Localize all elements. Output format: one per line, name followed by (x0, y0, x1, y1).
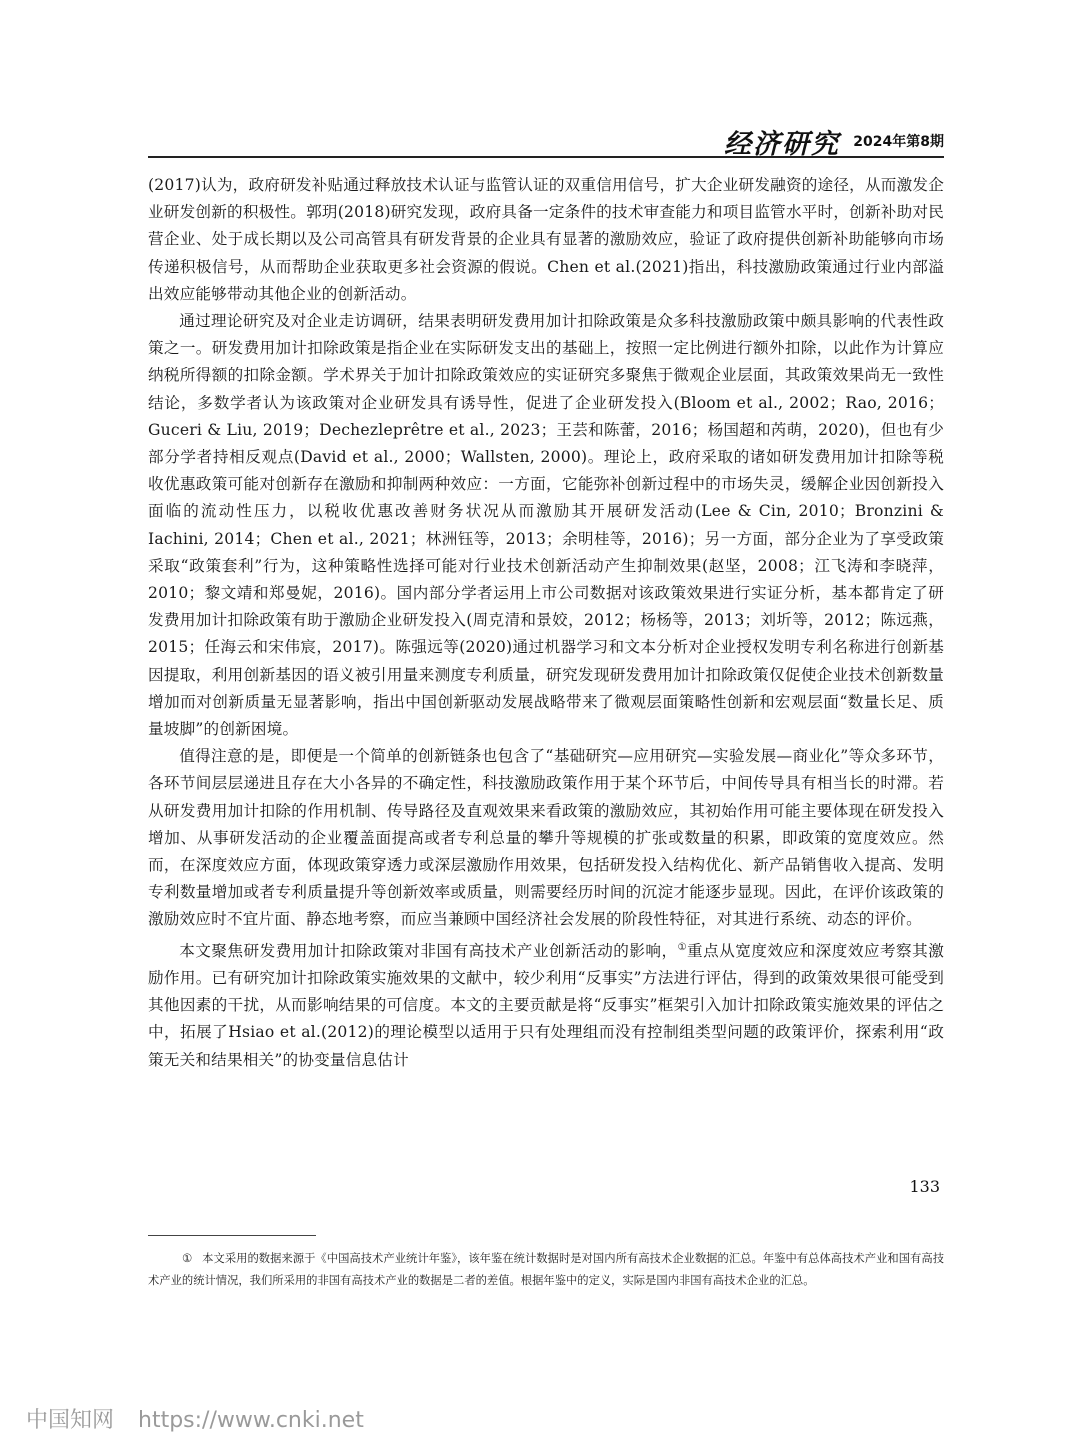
issue-label: 2024年第8期 (853, 134, 944, 150)
footnote-text: 本文采用的数据来源于《中国高技术产业统计年鉴》，该年鉴在统计数据时是对国内所有高技术企业数据的汇总。年鉴中有总体高技术产业和国有高技术产业的统计情况，我们所采用的非国有高技术产业的数据是二者的差值。根据年鉴中的定义，实际是国内非国有高技术企业的汇总。 (148, 1252, 945, 1287)
paragraph-4 (148, 934, 944, 1074)
page-number: 133 (909, 1177, 940, 1196)
footnote-divider (148, 1235, 316, 1236)
footnote-reference[interactable]: ① (677, 941, 688, 953)
journal-logo: 经济研究 (724, 129, 840, 160)
paragraph-3: 值得注意的是，即便是一个简单的创新链条也包含了“基础研究—应用研究—实验发展—商业化”等众多环节，各环节间层层递进且存在大小各异的不确定性，科技激励政策作用于某个环节后，中间传导具有相当长的时滞。若从研发费用加计扣除的作用机制、传导路径及直观效果来看政策的激励效应，其初始作用可能主要体现在研发投入增加、从事研发活动的企业覆盖面提高或者专利总量的攀升等规模的扩张或数量的积累，即政策的宽度效应。然而，在深度效应方面，体现政策穿透力或深层激励作用效果，包括研发投入结构优化、新产品销售收入提高、发明专利数量增加或者专利质量提升等创新效率或质量，则需要经历时间的沉淀才能逐步显现。因此，在评价该政策的激励效应时不宜片面、静态地考察，而应当兼顾中国经济社会发展的阶段性特征，对其进行系统、动态的评价。 (148, 747, 944, 929)
watermark (26, 1403, 364, 1434)
watermark-url: https://www.cnki.net (138, 1408, 364, 1433)
body-text (148, 172, 944, 1074)
running-header (148, 120, 944, 158)
paragraph-4-text-a: 本文聚焦研发费用加计扣除政策对非国有高技术产业创新活动的影响， (179, 941, 678, 960)
paragraph-1: (2017)认为，政府研发补贴通过释放技术认证与监管认证的双重信用信号，扩大企业研发融资的途径，从而激发企业研发创新的积极性。郭玥(2018)研究发现，政府具备一定条件的技术审查能力和项目监管水平时，创新补助对民营企业、处于成长期以及公司高管具有研发背景的企业具有显著的激励效应，验证了政府提供创新补助能够向市场传递积极信号，从而帮助企业获取更多社会资源的假说。Chen et al.(2021)指出，科技激励政策通过行业内部溢出效应能够带动其他企业的创新活动。 (148, 176, 944, 303)
paragraph-4-text-b: 重点从宽度效应和深度效应考察其激励作用。已有研究加计扣除政策实施效果的文献中，较少利用“反事实”方法进行评估，得到的政策效果很可能受到其他因素的干扰，从而影响结果的可信度。本文的主要贡献是将“反事实”框架引入加计扣除政策实施效果的评估之中，拓展了Hsiao et al.(2012)的理论模型以适用于只有处理组而没有控制组类型问题的政策评价，探索利用“政策无关和结果相关”的协变量信息估计 (148, 941, 945, 1069)
watermark-name: 中国知网 (26, 1408, 115, 1433)
paragraph-2: 通过理论研究及对企业走访调研，结果表明研发费用加计扣除政策是众多科技激励政策中颇具影响的代表性政策之一。研发费用加计扣除政策是指企业在实际研发支出的基础上，按照一定比例进行额外扣除，以此作为计算应纳税所得额的扣除金额。学术界关于加计扣除政策效应的实证研究多聚焦于微观企业层面，其政策效果尚无一致性结论，多数学者认为该政策对企业研发具有诱导性，促进了企业研发投入(Bloom et al., 2002；Rao, 2016；Guceri & Liu, 2019；Dechezleprêtre et al., 2023；王芸和陈蕾，2016；杨国超和芮萌，2020)，但也有少部分学者持相反观点(David et al., 2000；Wallsten, 2000)。理论上，政府采取的诸如研发费用加计扣除等税收优惠政策可能对创新存在激励和抑制两种效应：一方面，它能弥补创新过程中的市场失灵，缓解企业因创新投入面临的流动性压力，以税收优惠改善财务状况从而激励其开展研发活动(Lee & Cin, 2010；Bronzini & Iachini, 2014；Chen et al., 2021；林洲钰等，2013；余明桂等，2016)；另一方面，部分企业为了享受政策采取“政策套利”行为，这种策略性选择可能对行业技术创新活动产生抑制效果(赵坚，2008；江飞涛和李晓萍，2010；黎文靖和郑曼妮，2016)。国内部分学者运用上市公司数据对该政策效果进行实证分析，基本都肯定了研发费用加计扣除政策有助于激励企业研发投入(周克清和景姣，2012；杨杨等，2013；刘圻等，2012；陈远燕，2015；任海云和宋伟宸，2017)。陈强远等(2020)通过机器学习和文本分析对企业授权发明专利名称进行创新基因提取，利用创新基因的语义被引用量来测度专利质量，研究发现研发费用加计扣除政策仅促使企业技术创新数量增加而对创新质量无显著影响，指出中国创新驱动发展战略带来了微观层面策略性创新和宏观层面“数量长足、质量坡脚”的创新困境。 (148, 312, 944, 739)
footnote-marker: ① (182, 1252, 193, 1265)
footnote (148, 1248, 944, 1292)
